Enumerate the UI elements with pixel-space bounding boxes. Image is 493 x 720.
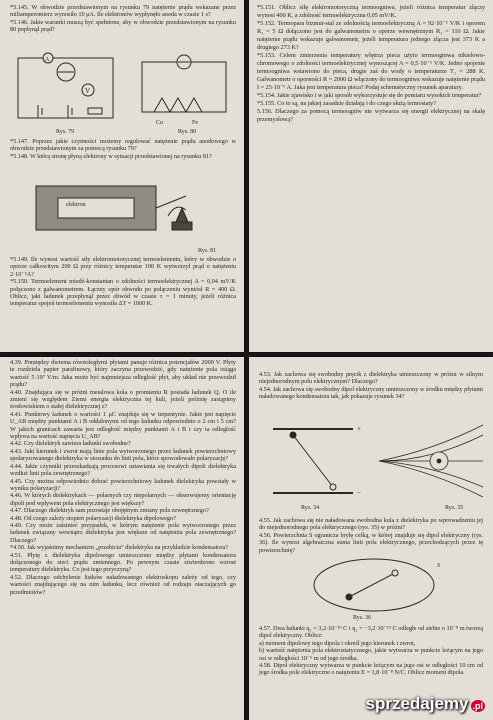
problem-5-148: *5.148. W którą stronę płyną elektrony w sytuacji przedstawionej na rysunku 81? <box>10 152 212 160</box>
svg-text:−: − <box>357 489 361 497</box>
figure-81-heated-cathode <box>26 178 216 248</box>
problem-5-155: *5.155. Co to są, na jakiej zasadzie działają i do czego służą termostaty? <box>257 100 437 107</box>
svg-text:Cu: Cu <box>156 120 164 126</box>
page-top-left <box>0 0 244 352</box>
problem-5-156: 5.156. Dlaczego za pomocą termoogniw nie wytwarza się energii elektrycznej na skalę przemysłową? <box>257 108 485 123</box>
figure-80-circuit <box>132 52 236 126</box>
problem-4-48: 4.48. Od czego zależy stopień polaryzacji dielektryka dipolowego? <box>10 514 176 522</box>
problem-4-47: 4.47. Dlaczego dielektryk sam pozostaje obojętnym zmiany pola zewnętrznego? <box>10 507 209 515</box>
problem-5-153: *5.153. Celem zmierzenia temperatury wlętrza pieca użyto termoogniwa nikielowo-chromowego o zdolności termoelektrycznej wynoszącej A = 0,5·10⁻⁶ V/K. Jedno spojenie termoogniwa wstawiono do pieca, drugie zaś do wody o temperaturze T₂ = 288 K. Galwanometr o oporności R = 2000 Ω włączony do termoogniwa wskazuje natężenie prądu I = 25·10⁻⁶ A. Jaka jest temperatura pieca? Podaj schematyczny rysunek aparatury. <box>257 52 485 91</box>
figure-34-dipole-capacitor <box>263 419 363 503</box>
problem-5-151: *5.151. Oblicz siłę elektromotoryczną termoogniwa, jeżeli różnica temperatur złączy wynosi 400 K, a zdolność termoelektryczna 0,05 mV/K. <box>257 4 485 19</box>
problem-4-57: 4.57. Dwa ładunki q₁ = 3,2·10⁻¹⁹ C i q₂ = −3,2·10⁻¹⁹ C odległe od siebie o 10⁻⁸ m tworzą dipol elektryczny. Oblicz: <box>259 625 483 640</box>
problem-5-147: *5.147. Poprzez jakie czynności możemy regulować natężenie prądu anodowego w obwodzie przedstawionym za pomocą rysunku 79? <box>10 138 236 153</box>
problem-5-150: *5.150. Termoelement miedź-konstantan o zdolności termoelektrycznej A = 0,04 mV/K połączono z galwanometrem. Łączny opór obwodu po połączeniu wyniósł R = 400 Ω. Oblicz, jaki ładunek przepłynął przez obwód w czasie τ = 1 minuty, jeżeli różnica temperatur spojeń termoelementu wynosiła ΔT = 1000 K. <box>10 278 236 308</box>
problem-4-49: 4.49. Czy może zaistnieć przypadek, w którym natężenie pola wytworzonego przez ładunek związany wewnątrz dielektryka jest większe od natężenia pola zewnętrznego? Dlaczego? <box>10 521 236 544</box>
problem-5-149: *5.149. Ile wynosi wartość siły elektromotorycznej termoelementu, który w obwodzie o oporze całkowitym 200 Ω przy różnicy temperatur 100 K wytworzył prąd o natężeniu 2·10⁻⁵A? <box>10 256 236 278</box>
problem-4-58: 4.58. Dipol elektryczny wytwarza w punkcie leżącym na jego osi w odległości 10 cm od jego środka pole elektryczne o natężeniu E = 1,8·10⁻⁸ N/C. Oblicz moment dipola. <box>259 662 483 677</box>
svg-text:V: V <box>85 87 91 95</box>
caption-rys-80: Rys. 80 <box>178 129 197 135</box>
problem-4-43: 4.43. Jaki kierunek i zwrot mają linie pola wytworzonego przez ładunek powierzchniowy spolaryzowanego dielektryka w stosunku do linii pola, które spowodowało polaryzację? <box>10 447 236 463</box>
problem-5-145: *5.145. W obwodzie przedstawionym na rysunku 79 natężenie prądu wskazane przez miliamperomierz wynosiło 10 μA. Ile elektronów wypłynęło anoda w czasie 1 s? <box>10 4 236 19</box>
svg-text:Fe: Fe <box>192 120 198 126</box>
caption-rys-36: Rys. 36 <box>353 615 372 621</box>
problem-5-154: *5.154. Jakie zjawisko i w jaki sposób wykorzystuje się do pomiaru wysokich temperatur? <box>257 92 482 99</box>
problem-4-44: 4.44. Jakie czynniki przeszkadzają procesowi ustawiania się trwałych dipoli dielektryka wzdłuż linii pola zewnętrznego? <box>10 462 236 478</box>
figure-35-sphere-field <box>377 421 485 501</box>
svg-text:A: A <box>45 57 50 63</box>
figure-36-closed-surface-dipole <box>309 555 439 615</box>
problem-5-152: *5.152. Termopara bizmut-stal ze zdolnością termoelektryczną A = 92·10⁻⁶ V/K i oporem R₁ = 5 Ω dołączono jest do galwanometru o oporze wewnętrznym R₂ = 110 Ω. Jakie natężenie prądu wskazuje galwanometr, jeżeli temperatura jednego złącza jest 373 K a drugiego 273 K? <box>257 20 485 51</box>
problem-4-45: 4.45. Czy można odpowiednio dobrać powierzchniowy ładunek dielektryka powstały w wyniku polaryzacji? <box>10 477 236 492</box>
figure-36-label-s: S <box>437 563 440 569</box>
page-bottom-right <box>249 357 493 720</box>
problem-4-54: 4.54. Jak zachowa się swobodny dipol elektryczny umieszczony w środku między płytami naładowanego kondensatora tak, jak pokazuje rysunek 34? <box>259 385 483 401</box>
caption-rys-81: Rys. 81 <box>198 248 217 254</box>
page-bottom-left <box>0 357 244 720</box>
watermark-text: sprzedajemy <box>365 694 469 713</box>
figure-79-circuit <box>8 50 126 128</box>
problem-4-55: 4.55. Jak zachowa się nie naładowana swobodna kula z dielektryka po wprowadzeniu jej do niejednorodnego pola elektrycznego (rys. 35) w próżni? <box>259 517 483 532</box>
watermark-suffix: .pl <box>472 701 483 711</box>
problem-4-57b: b) wartość natężenia pola elektrostatycznego, jakie wytwarza w punkcie leżącym na jego osi w odległości 10⁻⁶ m od jego środka. <box>259 647 483 662</box>
problem-4-46: 4.46. W których dielektrykach — polarnych czy niepolarnych — obserwujemy orientację dipoli pod wpływem pola elektrycznego jest większy? <box>10 492 236 507</box>
caption-rys-79: Rys. 79 <box>56 129 75 135</box>
problem-4-52: 4.52. Dlaczego odchylenie listków naładowanego elektroskopu zależy od tego, czy wartości znajdującego się na nim ładunku, lecz również od rodzaju otaczających go przedmiotów? <box>10 573 236 596</box>
problem-4-57a: a) moment dipolowy tego dipola i określ jego kierunek i zwrot, <box>259 639 416 647</box>
problem-4-42: 4.42. Czy dielektryk zawiera ładunki swobodne? <box>10 440 131 448</box>
caption-rys-34: Rys. 34 <box>301 505 320 511</box>
problem-4-51: 4.51. Płytę z dielektryka dipolowego umieszczono między płytami kondensatora dołączonego do sieci prądu zmiennego. Po pewnym czasie stwierdzono wzrost temperatury dielektryka. Co jest tego przyczyną? <box>10 551 236 574</box>
problem-4-50: *4.50. Jak wyjaśnimy mechanizm „przebicia” dielektryka na przykładzie kondensatora? <box>10 544 228 552</box>
problem-4-39: 4.39. Pomiędzy dwiema równoległymi płytami panuje różnica potencjałów 2000 V. Płyty te rozdziela papier parafinowy, który zaczyna przewodzić, gdy natężenie pola osiąga wartość 5·10⁷ V/m. Jaka może być najmniejsza odległość płyt, aby układ nie przewodził prądu? <box>10 359 236 389</box>
problem-4-56: 4.56. Powierzchnia S ogranicza bryłę celką, w której znajduje się dipol elektryczny (rys. 36). Ile wynosi algebraiczna suma linii pola elektrycznego, przechodzących przez tę powierzchnię? <box>259 531 483 554</box>
page-top-right <box>249 0 493 352</box>
problem-4-41: 4.41. Punktowy ładunek o wartości 1 μC znajduje się w terpentynie. Jakie jest napięcie U_AB między punktami A i B oddalonymi od tego ładunku odpowiednio o 2 cm i 5 cm? W jakich granicach zawarta jest odległość między punktami A i B i czy ta odległość wpływa na wartość napięcia U_AB? <box>10 410 236 441</box>
problem-5-146: *5.146. Jakie warunki muszą być spełnione, aby w obwodzie przedstawionym na rysunku 80 popłynął prąd? <box>10 18 236 34</box>
figure-81-label-elektron: elektron <box>66 202 86 208</box>
watermark-logo <box>366 694 486 714</box>
problem-4-53: 4.53. Jak zachowa się swobodny pręcik z dielektryka umieszczony w próżni w silnym niejednorodnym polu elektrycznym? Dlaczego? <box>259 371 483 386</box>
problem-4-40: 4.40. Znajdująca się w próżni metalowa kula o promieniu R posiada ładunek Q. O ile zmieni się względem Ziemi energia elektryczna tej kuli, jeżeli próżnię zastąpimy środowiskiem o stałej dielektrycznej ε? <box>10 388 236 411</box>
svg-text:+: + <box>357 425 361 433</box>
caption-rys-35: Rys. 35 <box>445 505 464 511</box>
